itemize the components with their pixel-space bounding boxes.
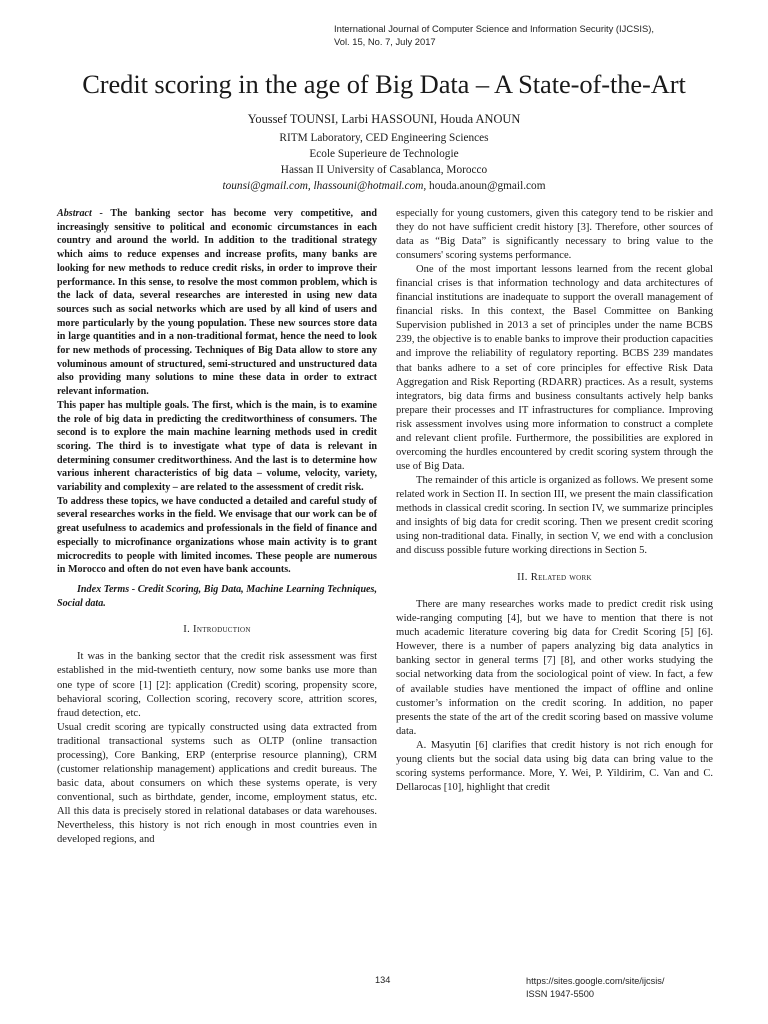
affiliation-university: Hassan II University of Casablanca, Morocco (280, 164, 488, 176)
page-number: 134 (375, 975, 391, 985)
journal-header (334, 22, 654, 48)
journal-name: International Journal of Computer Science and Information Security (IJCSIS), (334, 23, 654, 34)
abstract-p2: This paper has multiple goals. The first, which is the main, is to examine the role of big data in predicting the creditworthiness of consumers. The second is to explore the main machine learning methods used in credit scoring. The third is to investigate what type of data is relevant in determining consumer creditworthiness. And the last is to determine how various inherent characteristics of big data – volume, velocity, variety, variability and complexity – are related to the assessment of credit risk. (57, 399, 377, 494)
left-column (57, 207, 377, 847)
abstract-p1-text: The banking sector has become very competitive, and increasingly sensitive to political and economic circumstances in each country and around the world. In addition to the traditional strategy which aims to reduce expenses and increase profits, many banks are looking for new methods to reduce credit risks, in order to improve their performance. In this sense, to resolve the most common problem, which is the lack of data, several researches are interested in using new data sources such as social networks which are used by all kind of users and more particularly by the young population. These new sources store data in large quantities and in a non-traditional format, hence the need to look for new methods of processing. Techniques of Big Data allow to store any voluminous amount of structured, semi-structured and unstructured data also providing many solutions to mine these data in order to extract relevant information. (57, 208, 378, 398)
right-p1: especially for young customers, given this category tend to be riskier and they do not have sufficient credit history [3]. Therefore, other sources of data as “Big Data” is significantly necessary to bring value to the consumers' scoring systems performance. (396, 208, 713, 262)
related-p1: There are many researches works made to predict credit risk using wide-ranging computing [4], but we have to mention that there is not much academic literature covering big data for Credit Scoring [5] [6]. However, there is a number of papers analyzing big data analytics in banking sector in general terms [7] [8], and other works studying the social networking data from the sociological point of view. In fact, a few of available studies have mentioned the impact of offline and online customer’s information on the credit scoring. In addition, no paper presents the state of the art of the credit scoring based on massive volume data. (396, 599, 713, 737)
abstract-p3: To address these topics, we have conducted a detailed and careful study of several researches works in the field. We envisage that our work can be of great usefulness to academics and professionals in the field of finance and especially to microfinance organizations whose main activity is to grant microcredits to people with limited incomes. These people are numerous in Morocco and often do not even have bank accounts. (57, 495, 377, 576)
paper-title: Credit scoring in the age of Big Data – A State-of-the-Art (82, 69, 686, 99)
index-terms: Index Terms - Credit Scoring, Big Data, Machine Learning Techniques, Social data. (57, 583, 377, 609)
abstract-p1 (57, 207, 377, 399)
section1-num: I. (183, 624, 191, 636)
author-emails (0, 179, 768, 194)
authors: Youssef TOUNSI, Larbi HASSOUNI, Houda ANOUN (247, 112, 521, 126)
section-heading-introduction (57, 623, 377, 637)
related-p2: A. Masyutin [6] clarifies that credit history is not rich enough for young clients but the social data using big data can bring value to the scoring systems performance. More, Y. Wei, P. Yildirim, C. Van and C. Dellarocas [10], highlight that credit (396, 739, 713, 793)
section1-title: Introduction (193, 624, 251, 636)
right-p2: One of the most important lessons learned from the recent global financial crises is that information technology and data architectures of financial institutions are inadequate to support the overall management of financial risks. In this context, the Basel Committee on Banking Supervision published in 2013 a set of principles under the name BCBS 239, the objective is to enable banks to improve their production capacities and improve the reliability of regulatory reporting. BCBS 239 mandates that banks adhere to a set of core principles for effective Risk Data Aggregation and Risk Reporting (RDARR) practices. As a result, systems integrators, big data firms and business consultants actively help banks prepare their processes and IT infrastructures for compliance. Improving risk assessment involves using more information to construct a complete and relevant client profile. Furthermore, the possibilities are explored in overcoming the hurdles encountered by credit scoring system through the use of Big Data. (396, 264, 713, 472)
footer-right (526, 975, 664, 1001)
footer-url: https://sites.google.com/site/ijcsis/ (526, 976, 665, 986)
affiliation-school: Ecole Superieure de Technologie (309, 148, 459, 160)
affiliation-lab: RITM Laboratory, CED Engineering Sciences (279, 132, 489, 144)
abstract-label: Abstract - (57, 208, 103, 219)
emails-italic: tounsi@gmail.com, lhassouni@hotmail.com, (222, 180, 427, 192)
journal-volume: Vol. 15, No. 7, July 2017 (334, 36, 436, 47)
intro-p1: It was in the banking sector that the credit risk assessment was first established in the mid-twentieth century, now some banks use more than one type of score [1] [2]: application (Credit) scoring, propensity score, behavioral scoring, Collection scoring, recovery score, attrition scores, fraud detection, etc. (57, 651, 377, 719)
right-column (396, 207, 713, 795)
footer-issn: ISSN 1947-5500 (526, 989, 594, 999)
section2-title: Related work (530, 572, 592, 584)
section2-num: II. (517, 572, 528, 584)
emails-plain: houda.anoun@gmail.com (426, 180, 546, 192)
intro-p2: Usual credit scoring are typically constructed using data extracted from traditional transactional systems such as OLTP (online transaction processing), Core Banking, ERP (enterprise resource planning), CRM (customer relationship management) applications and credit bureaus. The basic data, about consumers on which these systems operate, is very conventional, such as birthdate, gender, income, employment status, etc. All this data is precisely stored in relational databases or data warehouses. Nevertheless, this history is not rich enough in most countries even in developed regions, and (57, 721, 377, 846)
right-p3: The remainder of this article is organized as follows. We present some related work in Section II. In section III, we present the main classification methods in classical credit scoring. In section IV, we summarize principles and insights of big data for credit scoring. Then we present credit scoring using non-traditional data. Finally, in section V, we end with a conclusion and discuss possible future working directions in Section 5. (396, 474, 713, 557)
section-heading-related-work (396, 571, 713, 585)
